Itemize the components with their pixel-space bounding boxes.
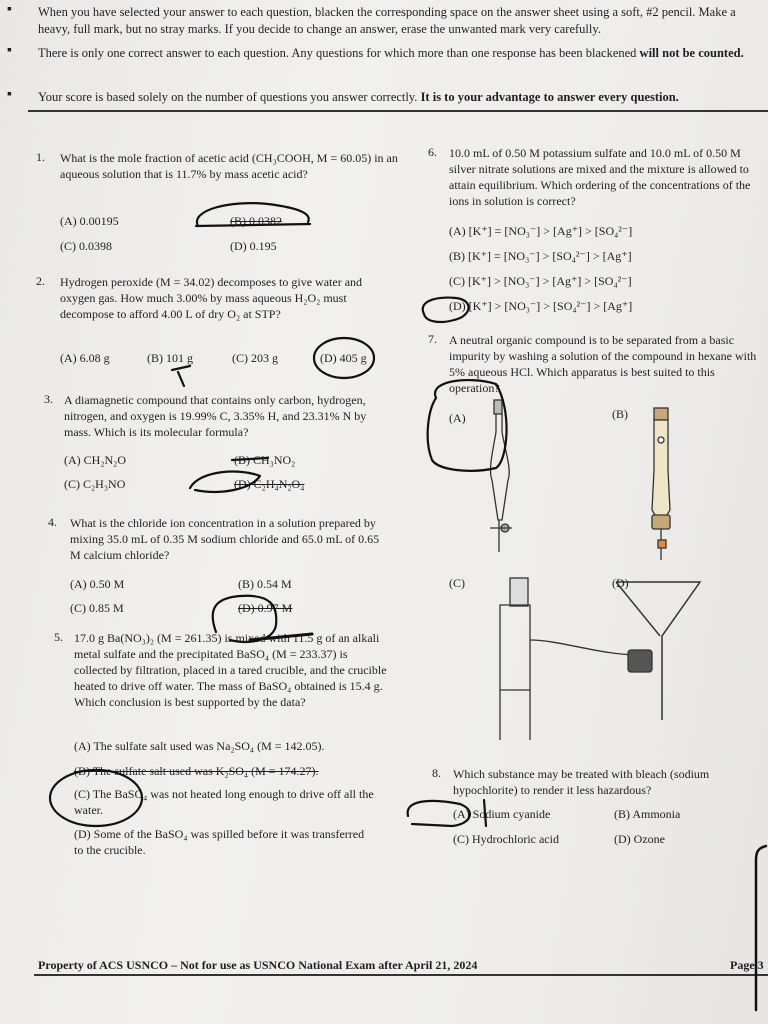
question-number: 4. <box>48 515 57 529</box>
option-b[interactable]: (B) The sulfate salt used was K₂SO₄ (M = 174.27). <box>74 764 319 778</box>
instruction-emphasis: It is to your advantage to answer every question. <box>420 90 679 104</box>
question-number: 3. <box>44 392 53 406</box>
question-text: 17.0 g Ba(NO₃)₂ (M = 261.35) is mixed with 11.5 g of an alkali metal sulfate and the precipitated BaSO₄ (M = 233.37) is collected by filtration, placed in a tared crucible, and the crucible heated to drive off water. The mass of BaSO₄ obtained is 15.4 g. Which conclusion is best supported by the data? <box>74 631 387 709</box>
question-text: 10.0 mL of 0.50 M potassium sulfate and 10.0 mL of 0.50 M silver nitrate solutions are mixed and the mixture is allowed to attain equilibrium. Which ordering of the concentrations of the ions in solution is correct? <box>449 146 751 208</box>
option-a[interactable]: (A) 6.08 g <box>60 351 110 365</box>
option-a[interactable]: (A) 0.00195 <box>60 214 119 228</box>
bullet: ▪ <box>7 87 12 102</box>
option-d[interactable]: (D) Some of the BaSO₄ was spilled before it was transferred to the crucible. <box>74 827 365 857</box>
option-d[interactable]: (D) 405 g <box>320 351 367 365</box>
option-c[interactable]: (C) 0.85 M <box>70 601 124 615</box>
question-number: 5. <box>54 630 63 644</box>
instruction-emphasis: will not be counted. <box>639 46 744 60</box>
apparatus-label-a[interactable]: (A) <box>449 411 466 425</box>
question-number: 2. <box>36 274 45 288</box>
question-text: Hydrogen peroxide (M = 34.02) decomposes to give water and oxygen gas. How much 3.00% by mass aqueous H₂O₂ must decompose to afford 4.00 L of dry O₂ at STP? <box>60 275 363 321</box>
soxhlet-extractor-icon <box>500 578 652 740</box>
addition-funnel-icon <box>652 408 670 560</box>
question-number: 7. <box>428 332 437 346</box>
question-text: A diamagnetic compound that contains only carbon, hydrogen, nitrogen, and oxygen is 19.99% C, 3.35% H, and 23.31% N by mass. Which is its molecular formula? <box>64 393 367 439</box>
question-text: What is the mole fraction of acetic acid (CH₃COOH, M = 60.05) in an aqueous solution that is 11.7% by mass acetic acid? <box>60 151 398 181</box>
question-text: What is the chloride ion concentration in a solution prepared by mixing 35.0 mL of 0.35 M sodium chloride and 65.0 mL of 0.65 M calcium chloride? <box>70 516 380 562</box>
pen-mark <box>756 846 766 1010</box>
option-b[interactable]: (B) Ammonia <box>614 807 681 821</box>
bullet: ▪ <box>7 2 12 17</box>
instruction-3 <box>38 89 760 106</box>
apparatus-label-b[interactable]: (B) <box>612 407 628 421</box>
option-a[interactable]: (A) CH₂N₂O <box>64 453 127 467</box>
page-number: Page 3 <box>730 958 764 972</box>
footer-rule <box>34 974 768 976</box>
conical-funnel-icon <box>616 582 700 720</box>
option-c[interactable]: (C) 0.0398 <box>60 239 112 253</box>
option-a[interactable]: (A) Sodium cyanide <box>453 807 551 821</box>
option-a[interactable]: (A) The sulfate salt used was Na₂SO₄ (M = 142.05). <box>74 739 325 753</box>
instruction-text: Your score is based solely on the number of questions you answer correctly. <box>38 90 421 104</box>
option-d[interactable]: (D) 0.97 M <box>238 601 293 615</box>
question-text: Which substance may be treated with bleach (sodium hypochlorite) to render it less hazardous? <box>453 767 710 797</box>
option-d[interactable]: (D) Ozone <box>614 832 665 846</box>
option-b[interactable]: (B) [K⁺] = [NO₃⁻] > [SO₄²⁻] > [Ag⁺] <box>449 249 632 263</box>
option-c[interactable]: (C) 203 g <box>232 351 278 365</box>
option-c[interactable]: (C) [K⁺] > [NO₃⁻] > [Ag⁺] > [SO₄²⁻] <box>449 274 632 288</box>
instruction-2 <box>38 45 760 62</box>
question-text: A neutral organic compound is to be separated from a basic impurity by washing a solution of the compound in hexane with 5% aqueous HCl. Which apparatus is best suited to this operation? <box>449 333 757 395</box>
option-c[interactable]: (C) Hydrochloric acid <box>453 832 559 846</box>
option-d[interactable]: (D) [K⁺] > [NO₃⁻] > [SO₄²⁻] > [Ag⁺] <box>449 299 633 313</box>
bullet: ▪ <box>7 43 12 58</box>
separatory-funnel-icon <box>490 400 512 552</box>
apparatus-label-d[interactable]: (D) <box>612 576 629 590</box>
apparatus-label-c[interactable]: (C) <box>449 576 465 590</box>
question-number: 8. <box>432 766 441 780</box>
option-b[interactable]: (B) CH₃NO₂ <box>234 453 296 467</box>
question-number: 6. <box>428 145 437 159</box>
option-c[interactable]: (C) The BaSO₄ was not heated long enough to drive off all the water. <box>74 787 374 817</box>
instruction-text: When you have selected your answer to each question, blacken the corresponding space on the answer sheet using a soft, #2 pencil. Make a heavy, full mark, but no stray marks. If you decide to change an answer, erase the unwanted mark very carefully. <box>38 5 736 36</box>
option-c[interactable]: (C) C₂H₃NO <box>64 477 126 491</box>
option-d[interactable]: (D) 0.195 <box>230 239 277 253</box>
option-a[interactable]: (A) [K⁺] = [NO₃⁻] > [Ag⁺] > [SO₄²⁻] <box>449 224 633 238</box>
option-b[interactable]: (B) 101 g <box>147 351 193 365</box>
option-d[interactable]: (D) C₂H₄N₂O₄ <box>234 477 305 491</box>
instruction-text: There is only one correct answer to each question. Any questions for which more than one response has been blackened <box>38 46 640 60</box>
pen-mark <box>172 366 190 386</box>
option-b[interactable]: (B) 0.54 M <box>238 577 292 591</box>
question-number: 1. <box>36 150 45 164</box>
option-a[interactable]: (A) 0.50 M <box>70 577 125 591</box>
header-rule <box>28 110 768 112</box>
option-b[interactable]: (B) 0.0382 <box>230 214 282 228</box>
footer-text: Property of ACS USNCO – Not for use as USNCO National Exam after April 21, 2024 <box>38 958 478 972</box>
instruction-1 <box>38 4 760 38</box>
